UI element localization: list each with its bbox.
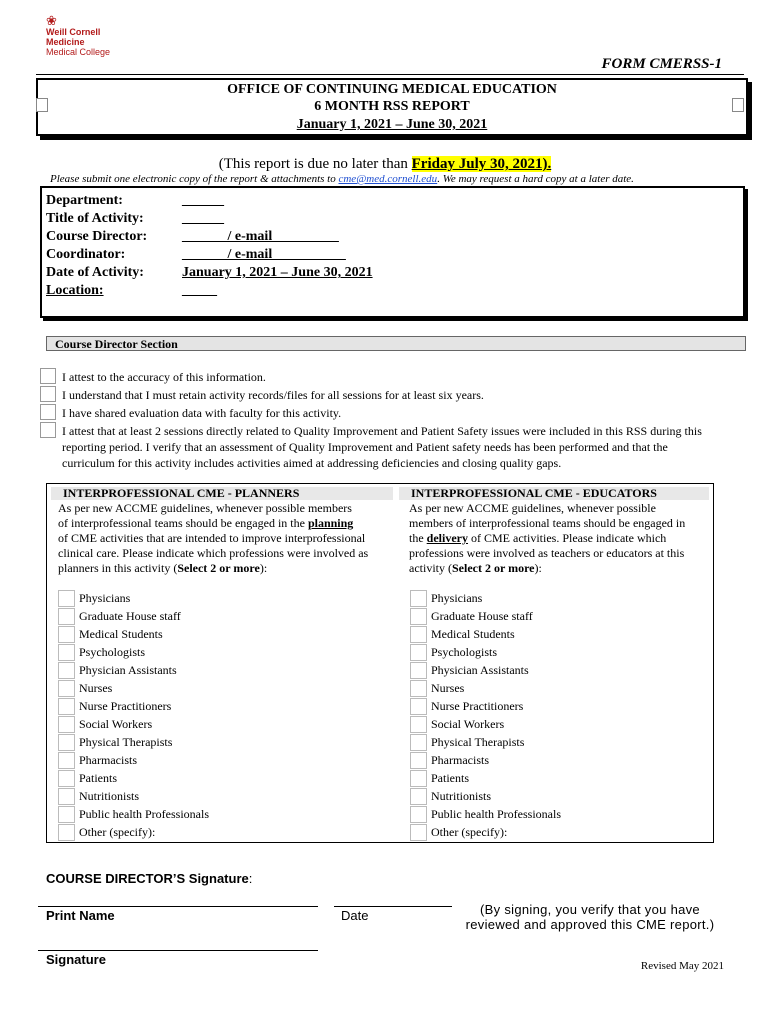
title-label: Title of Activity: [46,211,144,226]
submit-text-after: . We may request a hard copy at a later date. [437,173,634,185]
crest-icon: ❀ [46,13,57,28]
print-name-line[interactable] [38,906,318,907]
header-office: OFFICE OF CONTINUING MEDICAL EDUCATION [227,82,557,97]
attest-evaluation-checkbox[interactable] [40,404,56,420]
planner-profession-checkbox[interactable] [58,644,75,661]
educators-text-part: the [409,531,427,545]
educators-line [409,561,709,576]
educator-profession-checkbox[interactable] [410,824,427,841]
planner-profession-checkbox[interactable] [58,662,75,679]
educators-line [409,531,709,546]
planners-title: INTERPROFESSIONAL CME - PLANNERS [51,487,393,500]
planner-profession-checkbox[interactable] [58,698,75,715]
director-field[interactable]: ______ / e-mail _________ [182,229,339,244]
header-report: 6 MONTH RSS REPORT [314,99,470,114]
planner-profession-label: Nurse Practitioners [79,699,172,713]
select-note: Select 2 or more [451,561,535,575]
attest-accuracy: I attest to the accuracy of this information. [62,370,266,384]
planners-line [58,561,398,576]
logo-line-3: Medical College [46,47,111,57]
planners-text [58,501,398,576]
section-title: Course Director Section [46,336,746,351]
location-label: Location: [46,283,104,298]
planner-profession-checkbox[interactable] [58,590,75,607]
educator-profession-label: Social Workers [431,717,505,731]
header-period: January 1, 2021 – June 30, 2021 [296,117,488,132]
planners-line [58,516,398,531]
attest-evaluation: I have shared evaluation data with faculty for this activity. [62,406,342,420]
educator-profession-label: Other (specify): [431,825,508,839]
header-left-marker [36,98,48,112]
educator-profession-label: Public health Professionals [431,807,561,821]
attest-quality: I attest that at least 2 sessions directly related to Quality Improvement and Patient Safety issues were included in this RSS during this reporting period. I verify that an assessment of Quality Improvement and Patient safety needs has been performed and that the curriculum for this activity includes activities aimed at addressing deficiencies and closing quality gaps. [62,424,702,470]
form-divider [36,74,744,75]
educator-profession-checkbox[interactable] [410,752,427,769]
planner-profession-label: Pharmacists [79,753,137,767]
educator-profession-label: Nurses [431,681,465,695]
delivery-emphasis: delivery [426,531,468,545]
date-field: January 1, 2021 – June 30, 2021 [182,265,373,280]
educator-profession-checkbox[interactable] [410,698,427,715]
logo-line-1: Weill Cornell [46,27,101,37]
educator-profession-checkbox[interactable] [410,770,427,787]
director-label: Course Director: [46,229,148,244]
planner-profession-label: Social Workers [79,717,153,731]
form-id: FORM CMERSS-1 [601,56,722,72]
educators-text [409,501,709,576]
educators-text-part: ): [534,561,542,575]
planner-profession-checkbox[interactable] [58,824,75,841]
educators-title: INTERPROFESSIONAL CME - EDUCATORS [399,487,709,500]
educators-line: professions were involved as teachers or educators at this [409,546,685,560]
logo-line-2: Medicine [46,37,85,47]
planner-profession-label: Physicians [79,591,131,605]
educator-profession-checkbox[interactable] [410,716,427,733]
due-date: Friday July 30, 2021). [411,156,552,172]
institution-logo [46,14,126,57]
planner-profession-checkbox[interactable] [58,752,75,769]
educator-profession-label: Pharmacists [431,753,489,767]
due-notice [0,156,770,173]
educator-profession-checkbox[interactable] [410,734,427,751]
planner-profession-label: Graduate House staff [79,609,181,623]
planner-profession-checkbox[interactable] [58,770,75,787]
submit-text: Please submit one electronic copy of the report & attachments to [50,173,339,185]
planner-profession-label: Patients [79,771,117,785]
submit-instructions [50,173,634,185]
educator-profession-label: Physicians [431,591,483,605]
educator-profession-label: Patients [431,771,469,785]
date-line[interactable] [334,906,452,907]
planner-profession-label: Physician Assistants [79,663,177,677]
planner-profession-checkbox[interactable] [58,626,75,643]
educator-profession-label: Medical Students [431,627,515,641]
planner-profession-label: Public health Professionals [79,807,209,821]
planner-profession-checkbox[interactable] [58,788,75,805]
planners-text-part: of interprofessional teams should be engaged in the [58,516,308,530]
educator-profession-label: Physical Therapists [431,735,525,749]
interprofessional-box [46,483,714,843]
department-label: Department: [46,193,123,208]
report-header [36,78,748,136]
title-field[interactable]: ______ [182,211,224,226]
attest-records: I understand that I must retain activity records/files for all sessions for at least six years. [62,388,484,402]
signature-title-colon: : [248,871,253,886]
planner-profession-checkbox[interactable] [58,806,75,823]
planner-profession-checkbox[interactable] [58,680,75,697]
planner-profession-label: Other (specify): [79,825,156,839]
print-name-label: Print Name [46,908,115,923]
planners-line: As per new ACCME guidelines, whenever possible members [58,501,352,515]
signature-title [46,871,252,886]
educator-profession-checkbox[interactable] [410,806,427,823]
planners-line: of CME activities that are intended to improve interprofessional [58,531,366,545]
educator-profession-checkbox[interactable] [410,662,427,679]
signature-label: Signature [46,952,106,967]
educators-line: As per new ACCME guidelines, whenever possible [409,501,656,515]
coordinator-field[interactable]: ______ / e-mail __________ [182,247,346,262]
planner-profession-label: Psychologists [79,645,146,659]
attest-quality-checkbox[interactable] [40,422,56,438]
planner-profession-label: Nutritionists [79,789,140,803]
signature-title-bold: COURSE DIRECTOR’S Signature [46,871,249,886]
educator-profession-label: Nutritionists [431,789,492,803]
revision-note: Revised May 2021 [640,960,724,972]
educator-profession-label: Nurse Practitioners [431,699,524,713]
educator-profession-checkbox[interactable] [410,788,427,805]
cme-email-link[interactable]: cme@med.cornell.edu [338,173,438,185]
educator-profession-checkbox[interactable] [410,626,427,643]
activity-info-box [40,186,745,318]
planner-profession-checkbox[interactable] [58,716,75,733]
due-prefix: (This report is due no later than [218,156,412,172]
planner-profession-label: Medical Students [79,627,163,641]
planners-line: clinical care. Please indicate which professions were involved as [58,546,369,560]
planners-text-part: ): [259,561,268,575]
location-field[interactable]: _____ [182,283,217,298]
educator-profession-label: Psychologists [431,645,498,659]
select-note: Select 2 or more [177,561,260,575]
attest-accuracy-checkbox[interactable] [40,368,56,384]
educators-line: members of interprofessional teams should be engaged in [409,516,686,530]
educators-text-part: of CME activities. Please indicate which [468,531,667,545]
educators-text-part: activity ( [409,561,452,575]
educator-profession-checkbox[interactable] [410,680,427,697]
planners-text-part: planners in this activity ( [58,561,178,575]
planner-profession-label: Physical Therapists [79,735,173,749]
signing-verification: (By signing, you verify that you have reviewed and approved this CME report.) [465,902,715,932]
header-right-marker [732,98,744,112]
planner-profession-checkbox[interactable] [58,608,75,625]
planner-profession-label: Nurses [79,681,113,695]
educator-profession-checkbox[interactable] [410,644,427,661]
educator-profession-label: Physician Assistants [431,663,529,677]
planner-profession-checkbox[interactable] [58,734,75,751]
educator-profession-checkbox[interactable] [410,608,427,625]
date-sign-label: Date [341,908,369,923]
attest-records-checkbox[interactable] [40,386,56,402]
educator-profession-checkbox[interactable] [410,590,427,607]
date-label: Date of Activity: [46,265,144,280]
signature-line[interactable] [38,950,318,951]
department-field[interactable]: ______ [182,193,224,208]
planning-emphasis: planning [307,516,354,530]
coordinator-label: Coordinator: [46,247,126,262]
educator-profession-label: Graduate House staff [431,609,533,623]
